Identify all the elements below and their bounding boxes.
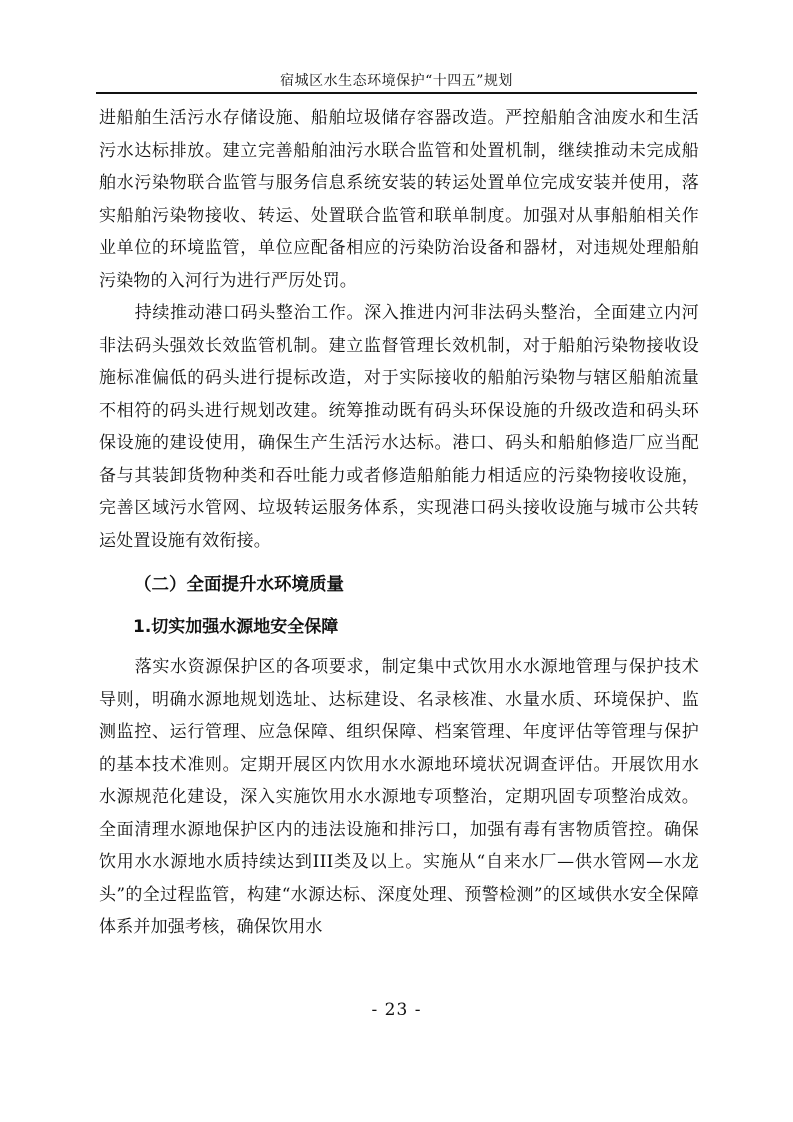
subsection-heading: 1.切实加强水源地安全保障 xyxy=(133,617,339,637)
paragraph-1: 进船舶生活污水存储设施、船舶垃圾储存容器改造。严控船舶含油废水和生活污水达标排放。建立完善船舶油污水联合监管和处置机制，继续推动未完成船舶水污染物联合监管与服务信息系统安装的转运处置单位完成安装并使用，落实船舶污染物接收、转运、处置联合监管和联单制度。加强对从事船舶相关作业单位的环境监管，单位应配备相应的污染防治设备和器材，对违规处理船舶污染物的入河行为进行严厉处罚。 xyxy=(99,108,699,291)
paragraph-2: 持续推动港口码头整治工作。深入推进内河非法码头整治，全面建立内河非法码头强效长效监管机制。建立监督管理长效机制，对于船舶污染物接收设施标准偏低的码头进行提标改造，对于实际接收的船舶污染物与辖区船舶流量不相符的码头进行规划改建。统筹推动既有码头环保设施的升级改造和码头环保设施的建设使用，确保生产生活污水达标。港口、码头和船舶修造厂应当配备与其装卸货物种类和吞吐能力或者修造船舶能力相适应的污染物接收设施，完善区域污水管网、垃圾转运服务体系，实现港口码头接收设施与城市公共转运处置设施有效衔接。 xyxy=(99,303,699,551)
paragraph-3: 落实水资源保护区的各项要求，制定集中式饮用水水源地管理与保护技术导则，明确水源地规划选址、达标建设、名录核准、水量水质、环境保护、监测监控、运行管理、应急保障、组织保障、档案管理、年度评估等管理与保护的基本技术准则。定期开展区内饮用水水源地环境状况调查评估。开展饮用水水源规范化建设，深入实施饮用水水源地专项整治，定期巩固专项整治成效。全面清理水源地保护区内的违法设施和排污口，加强有毒有害物质管控。确保饮用水水源地水质持续达到III类及以上。实施从“自来水厂—供水管网—水龙头”的全过程监管，构建“水源达标、深度处理、预警检测”的区域供水安全保障体系并加强考核，确保饮用水 xyxy=(99,657,699,937)
page-number: - 23 - xyxy=(371,1000,422,1020)
section-heading: （二）全面提升水环境质量 xyxy=(134,575,344,595)
document-body xyxy=(99,102,699,944)
header-rule xyxy=(96,92,697,94)
running-header: 宿城区水生态环境保护“十四五”规划 xyxy=(280,73,513,89)
